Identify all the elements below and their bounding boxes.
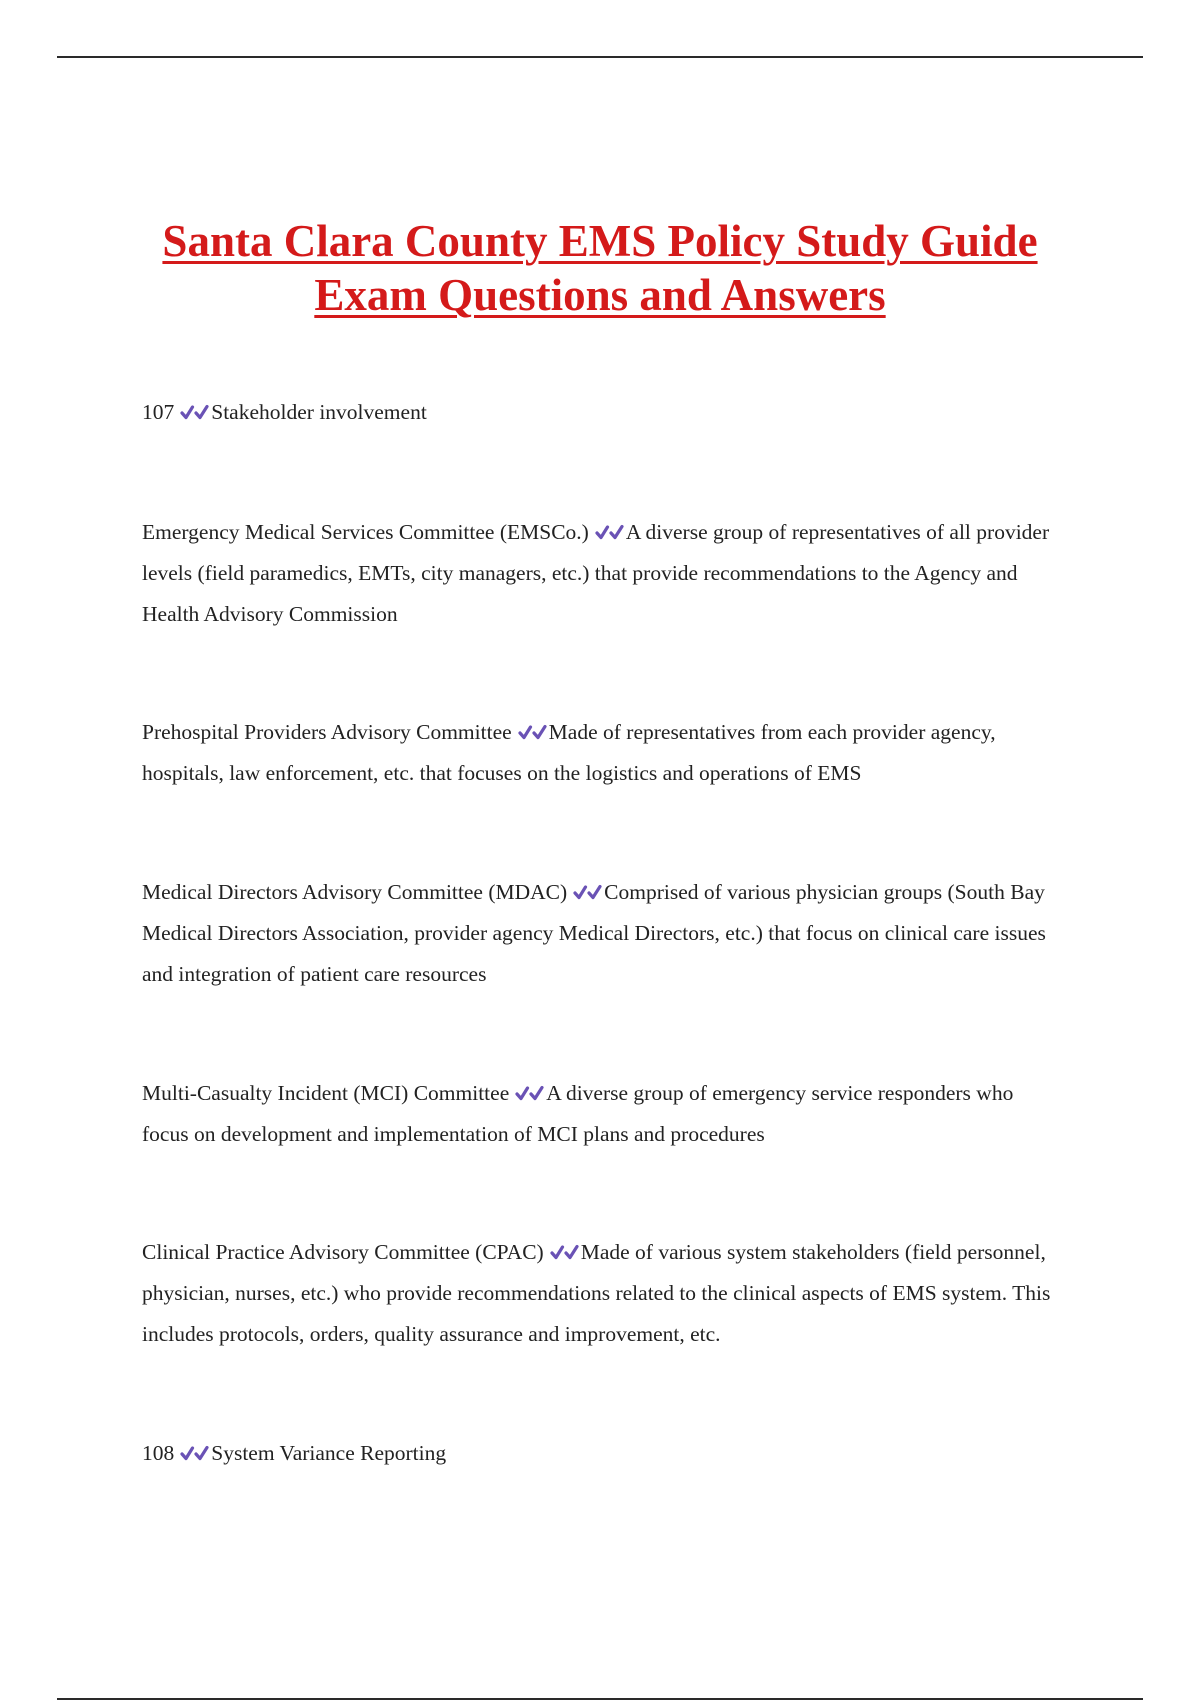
double-check-icon: [515, 1073, 544, 1114]
entry-definition: A diverse group of representatives of all provider levels (field paramedics, EMTs, city managers, etc.) that provide recommendations to the Agency and Health Advisory Commission: [142, 520, 1050, 626]
entry-term: Prehospital Providers Advisory Committee: [142, 720, 512, 744]
header-rule: [57, 56, 1143, 58]
entry-term: Emergency Medical Services Committee (EMSCo.): [142, 520, 589, 544]
entry-definition: Made of representatives from each provider agency, hospitals, law enforcement, etc. that focuses on the logistics and operations of EMS: [142, 720, 996, 785]
entry-definition: Comprised of various physician groups (South Bay Medical Directors Association, provider agency Medical Directors, etc.) that focus on clinical care issues and integration of patient care resources: [142, 880, 1046, 986]
qa-entry-108: [142, 1433, 1062, 1474]
qa-entry-cpac: [142, 1232, 1062, 1355]
entry-term: 108: [142, 1441, 175, 1465]
qa-entry-mdac: [142, 872, 1062, 995]
entry-term: Clinical Practice Advisory Committee (CPAC): [142, 1240, 544, 1264]
entry-definition: Stakeholder involvement: [211, 400, 427, 424]
entry-definition: A diverse group of emergency service responders who focus on development and implementation of MCI plans and procedures: [142, 1081, 1014, 1146]
double-check-icon: [180, 1433, 209, 1474]
entry-definition: Made of various system stakeholders (field personnel, physician, nurses, etc.) who provide recommendations related to the clinical aspects of EMS system. This includes protocols, orders, quality assurance and improvement, etc.: [142, 1240, 1051, 1346]
entry-term: Multi-Casualty Incident (MCI) Committee: [142, 1081, 510, 1105]
qa-entry-emsco: [142, 512, 1062, 635]
entry-term: Medical Directors Advisory Committee (MDAC): [142, 880, 568, 904]
entry-definition: System Variance Reporting: [211, 1441, 447, 1465]
qa-entry-107: [142, 392, 1062, 433]
qa-entry-mci: [142, 1073, 1062, 1155]
title-line-1: Santa Clara County EMS Policy Study Guide: [162, 216, 1038, 266]
entry-term: 107: [142, 400, 175, 424]
document-title: [100, 214, 1100, 322]
double-check-icon: [550, 1232, 579, 1273]
double-check-icon: [595, 512, 624, 553]
qa-entry-prehospital: [142, 712, 1062, 794]
double-check-icon: [573, 872, 602, 913]
double-check-icon: [180, 392, 209, 433]
title-line-2: Exam Questions and Answers: [314, 270, 886, 320]
double-check-icon: [518, 712, 547, 753]
